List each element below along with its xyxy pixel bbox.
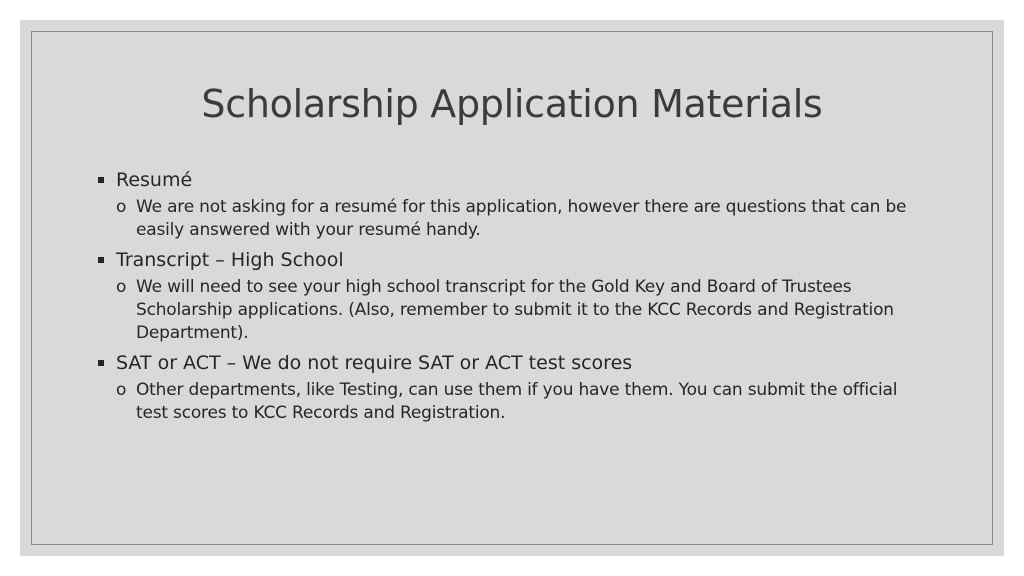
sub-bullet-text: We will need to see your high school transcript for the Gold Key and Board of Trustees Scholarship applications. (Also, remember to submit it to the KCC Records and Registration Department). <box>136 277 894 343</box>
circle-bullet-icon: o <box>116 197 127 217</box>
sub-bullet-text: We are not asking for a resumé for this application, however there are questions that can be easily answered with your resumé handy. <box>136 197 907 240</box>
bullet-text: Transcript – High School <box>116 249 344 271</box>
bullet-item-resume <box>98 168 928 242</box>
sub-bullet-item <box>116 276 928 345</box>
sub-bullet-item <box>116 196 928 242</box>
bullet-text: Resumé <box>116 169 193 191</box>
sub-bullet-list <box>116 196 928 242</box>
bullet-item-transcript <box>98 248 928 345</box>
sub-bullet-list <box>116 276 928 345</box>
circle-bullet-icon: o <box>116 380 127 400</box>
slide <box>20 20 1004 556</box>
square-bullet-icon <box>98 360 104 366</box>
slide-title: Scholarship Application Materials <box>201 82 823 126</box>
sub-bullet-text: Other departments, like Testing, can use them if you have them. You can submit the official test scores to KCC Records and Registration. <box>136 380 898 423</box>
sub-bullet-item <box>116 379 928 425</box>
circle-bullet-icon: o <box>116 277 127 297</box>
sub-bullet-list <box>116 379 928 425</box>
bullet-list <box>98 168 928 425</box>
square-bullet-icon <box>98 177 104 183</box>
bullet-text: SAT or ACT – We do not require SAT or ACT test scores <box>116 352 633 374</box>
square-bullet-icon <box>98 257 104 263</box>
bullet-item-sat-act <box>98 351 928 425</box>
